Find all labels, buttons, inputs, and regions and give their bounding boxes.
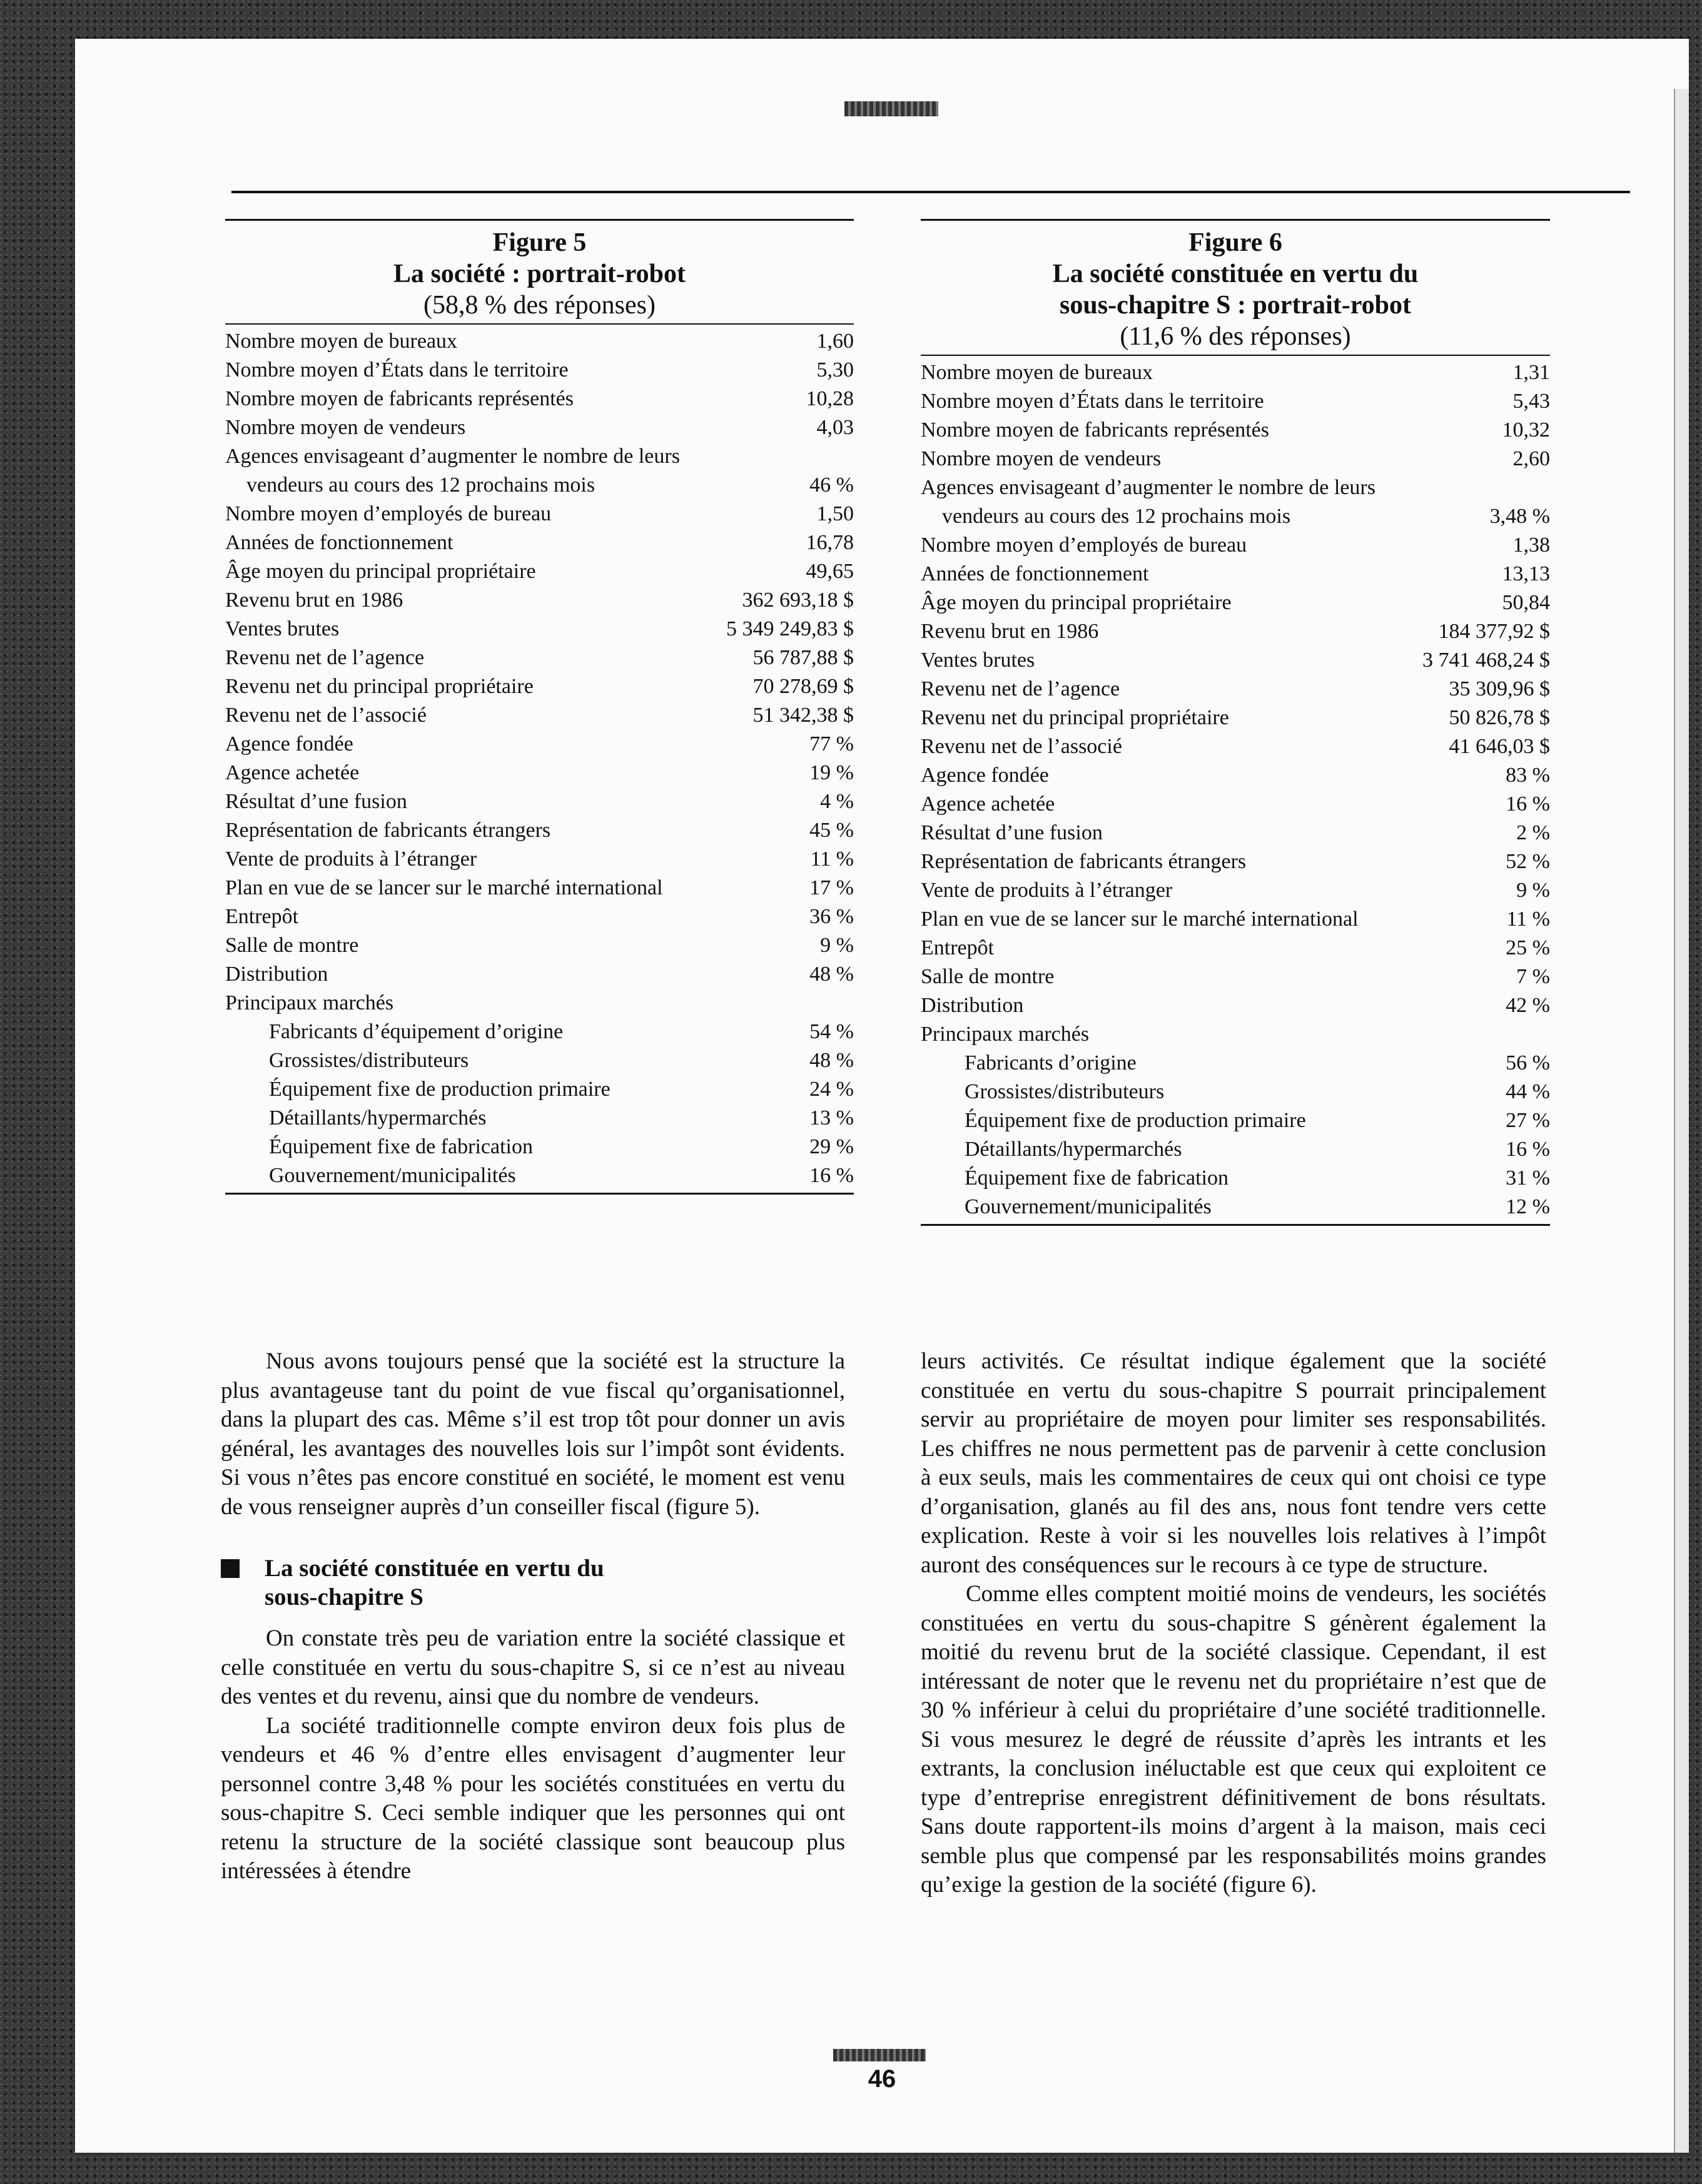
figure-6-note: (11,6 % des réponses) bbox=[1120, 322, 1351, 351]
row-label: Nombre moyen de fabricants représentés bbox=[225, 387, 574, 410]
row-value: 56 787,88 $ bbox=[752, 646, 854, 669]
figure-5-header-rule bbox=[225, 323, 854, 325]
row-label: Fabricants d’origine bbox=[965, 1051, 1137, 1074]
row-value: 45 % bbox=[809, 819, 854, 842]
row-label: Équipement fixe de fabrication bbox=[965, 1166, 1228, 1190]
figure-6-title: Figure 6 bbox=[1188, 228, 1282, 257]
row-value bbox=[716, 442, 854, 471]
table-row bbox=[921, 416, 1550, 445]
table-row bbox=[225, 816, 854, 845]
row-value bbox=[716, 989, 854, 1018]
row-value: 56 % bbox=[1506, 1051, 1550, 1074]
table-row bbox=[921, 704, 1550, 732]
figure-5 bbox=[225, 219, 854, 1195]
figure-5-note: (58,8 % des réponses) bbox=[423, 291, 656, 320]
table-row bbox=[921, 617, 1550, 646]
figure-6-header bbox=[921, 227, 1550, 352]
table-row bbox=[225, 730, 854, 759]
table-row bbox=[225, 1075, 854, 1104]
row-value: 9 % bbox=[1516, 879, 1550, 902]
table-row bbox=[921, 445, 1550, 473]
row-value: 44 % bbox=[1506, 1080, 1550, 1103]
table-row bbox=[921, 761, 1550, 790]
row-label: Revenu brut en 1986 bbox=[921, 620, 1099, 643]
row-label: Distribution bbox=[921, 994, 1024, 1017]
table-row bbox=[921, 790, 1550, 819]
row-label: Revenu net de l’associé bbox=[921, 735, 1122, 758]
row-value: 5,30 bbox=[816, 358, 854, 382]
row-label: Nombre moyen d’employés de bureau bbox=[225, 502, 552, 525]
table-row bbox=[921, 531, 1550, 560]
row-value: 41 646,03 $ bbox=[1449, 735, 1550, 758]
row-value: 77 % bbox=[809, 732, 854, 756]
row-label: Nombre moyen d’employés de bureau bbox=[921, 533, 1247, 557]
table-row bbox=[225, 931, 854, 960]
row-label: Agences envisageant d’augmenter le nombre de leurs bbox=[921, 476, 1375, 499]
row-label: Revenu net de l’agence bbox=[921, 677, 1120, 700]
row-label: Revenu net de l’associé bbox=[225, 704, 427, 727]
figure-5-top-rule bbox=[225, 219, 854, 221]
table-row bbox=[225, 442, 854, 471]
figure-6 bbox=[921, 219, 1550, 1226]
footer-ornament bbox=[833, 2049, 926, 2061]
table-row bbox=[921, 646, 1550, 675]
row-value: 17 % bbox=[809, 876, 854, 899]
table-row bbox=[225, 1161, 854, 1190]
row-value: 10,32 bbox=[1502, 418, 1550, 442]
row-value: 10,28 bbox=[806, 387, 854, 410]
row-label: Années de fonctionnement bbox=[921, 562, 1149, 585]
document-page bbox=[75, 39, 1689, 2153]
row-value: 27 % bbox=[1506, 1109, 1550, 1132]
row-value: 25 % bbox=[1506, 936, 1550, 959]
figure-5-title: Figure 5 bbox=[492, 228, 587, 257]
table-row bbox=[921, 819, 1550, 847]
row-label: Détaillants/hypermarchés bbox=[965, 1138, 1182, 1161]
row-value: 13 % bbox=[809, 1106, 854, 1130]
row-label: Années de fonctionnement bbox=[225, 531, 453, 554]
table-row bbox=[225, 759, 854, 787]
row-value: 9 % bbox=[820, 934, 854, 957]
row-label: vendeurs au cours des 12 prochains mois bbox=[942, 505, 1291, 528]
row-value: 1,50 bbox=[816, 502, 854, 525]
figure-6-subtitle-line1: La société constituée en vertu du bbox=[1052, 260, 1419, 288]
row-value: 46 % bbox=[809, 473, 854, 497]
table-row bbox=[921, 847, 1550, 876]
row-label: Distribution bbox=[225, 963, 328, 986]
table-row bbox=[921, 675, 1550, 704]
table-row bbox=[921, 963, 1550, 991]
row-value bbox=[1412, 1020, 1550, 1049]
row-label: Nombre moyen de bureaux bbox=[921, 361, 1153, 384]
row-label: Résultat d’une fusion bbox=[921, 821, 1103, 844]
table-row bbox=[225, 356, 854, 385]
row-label: Nombre moyen d’États dans le territoire bbox=[225, 358, 569, 382]
row-label: Revenu net du principal propriétaire bbox=[225, 675, 534, 698]
row-label: Gouvernement/municipalités bbox=[269, 1164, 516, 1187]
row-label: Salle de montre bbox=[921, 965, 1055, 988]
table-row bbox=[921, 1106, 1550, 1135]
figure-5-bottom-rule bbox=[225, 1193, 854, 1195]
row-label: Agences envisageant d’augmenter le nombre de leurs bbox=[225, 445, 680, 468]
row-label: Représentation de fabricants étrangers bbox=[921, 850, 1247, 873]
row-label: Gouvernement/municipalités bbox=[965, 1195, 1212, 1218]
row-label: Nombre moyen d’États dans le territoire bbox=[921, 390, 1264, 413]
row-value: 29 % bbox=[809, 1135, 854, 1158]
row-value: 11 % bbox=[810, 847, 854, 871]
row-label: Nombre moyen de vendeurs bbox=[225, 416, 466, 439]
table-row bbox=[225, 471, 854, 500]
table-row bbox=[225, 528, 854, 557]
row-label: Âge moyen du principal propriétaire bbox=[225, 560, 536, 583]
table-row bbox=[921, 387, 1550, 416]
row-label: Revenu net de l’agence bbox=[225, 646, 425, 669]
bullet-square-icon bbox=[221, 1559, 240, 1578]
table-row bbox=[225, 902, 854, 931]
row-value: 4 % bbox=[820, 790, 854, 813]
row-value: 362 693,18 $ bbox=[742, 589, 854, 612]
table-row bbox=[921, 1020, 1550, 1049]
row-label: Entrepôt bbox=[921, 936, 995, 959]
section-heading bbox=[221, 1554, 845, 1612]
row-value: 48 % bbox=[809, 963, 854, 986]
row-value: 16 % bbox=[809, 1164, 854, 1187]
table-row bbox=[225, 960, 854, 989]
figure-6-top-rule bbox=[921, 219, 1550, 221]
row-value: 13,13 bbox=[1502, 562, 1550, 585]
row-value: 49,65 bbox=[806, 560, 854, 583]
page-edge-strip bbox=[1674, 89, 1689, 2153]
row-label: Agence achetée bbox=[225, 761, 360, 784]
row-label: Plan en vue de se lancer sur le marché international bbox=[225, 876, 663, 899]
row-value: 16,78 bbox=[806, 531, 854, 554]
row-label: Nombre moyen de bureaux bbox=[225, 330, 458, 353]
row-value: 11 % bbox=[1506, 907, 1550, 931]
row-value: 83 % bbox=[1506, 764, 1550, 787]
row-label: Détaillants/hypermarchés bbox=[269, 1106, 487, 1130]
table-row bbox=[921, 876, 1550, 905]
row-value: 16 % bbox=[1506, 792, 1550, 816]
table-row bbox=[921, 1164, 1550, 1193]
table-row bbox=[225, 1104, 854, 1133]
table-row bbox=[921, 1078, 1550, 1106]
figure-6-bottom-rule bbox=[921, 1224, 1550, 1226]
row-value: 50,84 bbox=[1502, 591, 1550, 614]
table-row bbox=[225, 845, 854, 874]
table-row bbox=[225, 701, 854, 730]
row-value: 1,60 bbox=[816, 330, 854, 353]
row-value: 24 % bbox=[809, 1078, 854, 1101]
row-value: 5,43 bbox=[1512, 390, 1550, 413]
row-value: 48 % bbox=[809, 1049, 854, 1072]
row-label: Agence achetée bbox=[921, 792, 1055, 816]
row-label: Principaux marchés bbox=[225, 991, 394, 1014]
table-row bbox=[225, 557, 854, 586]
left-column bbox=[221, 1347, 845, 1886]
row-label: Nombre moyen de vendeurs bbox=[921, 447, 1162, 470]
table-row bbox=[225, 874, 854, 902]
table-row bbox=[225, 413, 854, 442]
table-row bbox=[921, 589, 1550, 617]
table-row bbox=[225, 1133, 854, 1161]
row-value: 36 % bbox=[809, 905, 854, 928]
figure-6-subtitle-line2: sous-chapitre S : portrait-robot bbox=[1060, 291, 1411, 320]
row-label: Plan en vue de se lancer sur le marché international bbox=[921, 907, 1359, 931]
table-row bbox=[921, 560, 1550, 589]
table-row bbox=[921, 473, 1550, 502]
left-paragraph-2: On constate très peu de variation entre la société classique et celle constituée en vertu du sous-chapitre S, si ce n’est au niveau des ventes et du revenu, ainsi que du nombre de vendeurs. bbox=[221, 1625, 845, 1709]
row-value: 31 % bbox=[1506, 1166, 1550, 1190]
right-column bbox=[921, 1347, 1546, 1900]
row-label: Salle de montre bbox=[225, 934, 359, 957]
row-value: 51 342,38 $ bbox=[752, 704, 854, 727]
row-value: 54 % bbox=[809, 1020, 854, 1043]
row-label: Grossistes/distributeurs bbox=[965, 1080, 1165, 1103]
table-row bbox=[921, 934, 1550, 963]
table-row bbox=[225, 644, 854, 672]
row-label: Résultat d’une fusion bbox=[225, 790, 407, 813]
row-label: Équipement fixe de production primaire bbox=[965, 1109, 1306, 1132]
row-label: Ventes brutes bbox=[921, 649, 1035, 672]
right-paragraph-2: Comme elles comptent moitié moins de vendeurs, les sociétés constituées en vertu du sous-chapitre S génèrent également la moitié du revenu brut de la société classique. Cependant, il est intéressant de noter que le revenu net du propriétaire n’est que de 30 % inférieur à celui du propriétaire d’une société traditionnelle. Si vous mesurez le degré de réussite d’après les intrants et les extrants, la conclusion inéluctable est que ceux qui exploitent ce type d’entreprise enregistrent définitivement de bons résultats. Sans doute rapportent-ils moins d’argent à la maison, mais ceci semble plus que compensé par les responsabilités moins grandes qu’exige la gestion de la société (figure 6). bbox=[921, 1581, 1546, 1898]
row-value: 2,60 bbox=[1512, 447, 1550, 470]
header-ornament bbox=[844, 101, 938, 116]
figure-5-table bbox=[225, 327, 854, 1190]
top-rule bbox=[231, 191, 1630, 193]
row-label: Agence fondée bbox=[225, 732, 353, 756]
row-value: 70 278,69 $ bbox=[752, 675, 854, 698]
row-value: 50 826,78 $ bbox=[1449, 706, 1550, 729]
row-value: 42 % bbox=[1506, 994, 1550, 1017]
row-label: Équipement fixe de fabrication bbox=[269, 1135, 533, 1158]
row-label: Revenu brut en 1986 bbox=[225, 589, 403, 612]
table-row bbox=[225, 989, 854, 1018]
row-label: Âge moyen du principal propriétaire bbox=[921, 591, 1232, 614]
section-heading-line1: La société constituée en vertu du bbox=[265, 1555, 604, 1582]
table-row bbox=[225, 385, 854, 413]
table-row bbox=[921, 991, 1550, 1020]
row-label: Équipement fixe de production primaire bbox=[269, 1078, 610, 1101]
right-paragraph-1: leurs activités. Ce résultat indique également que la société constituée en vertu du sous-chapitre S pourrait principalement servir au propriétaire de moyen pour limiter ses responsabilités. Les chiffres ne nous permettent pas de parvenir à cette conclusion à eux seuls, mais les commentaires de ceux qui ont choisi ce type d’organisation, glanés au fil des ans, nous font tendre vers cette explication. Reste à voir si les nouvelles lois relatives à l’impôt auront des conséquences sur le recours à ce type de structure. bbox=[921, 1348, 1546, 1578]
row-label: Vente de produits à l’étranger bbox=[921, 879, 1173, 902]
row-label: vendeurs au cours des 12 prochains mois bbox=[246, 473, 595, 497]
table-row bbox=[225, 327, 854, 356]
figure-6-table bbox=[921, 358, 1550, 1221]
table-row bbox=[225, 1018, 854, 1046]
row-label: Grossistes/distributeurs bbox=[269, 1049, 469, 1072]
table-row bbox=[921, 358, 1550, 387]
row-value: 52 % bbox=[1506, 850, 1550, 873]
row-value: 184 377,92 $ bbox=[1438, 620, 1550, 643]
left-paragraph-1: Nous avons toujours pensé que la société est la structure la plus avantageuse tant du point de vue fiscal qu’organisationnel, dans la plupart des cas. Même s’il est trop tôt pour donner un avis général, les avantages des nouvelles lois sur l’impôt sont évidents. Si vous n’êtes pas encore constitué en société, le moment est venu de vous renseigner auprès d’un conseiller fiscal (figure 5). bbox=[221, 1348, 845, 1520]
figure-6-header-rule bbox=[921, 355, 1550, 356]
table-row bbox=[225, 586, 854, 615]
section-heading-line2: sous-chapitre S bbox=[265, 1584, 423, 1610]
figure-5-header bbox=[225, 227, 854, 321]
row-value: 1,31 bbox=[1512, 361, 1550, 384]
row-value: 19 % bbox=[809, 761, 854, 784]
row-label: Représentation de fabricants étrangers bbox=[225, 819, 551, 842]
page-number: 46 bbox=[868, 2065, 896, 2093]
row-label: Nombre moyen de fabricants représentés bbox=[921, 418, 1269, 442]
table-row bbox=[225, 787, 854, 816]
left-paragraph-3: La société traditionnelle compte environ deux fois plus de vendeurs et 46 % d’entre elles envisagent d’augmenter leur personnel contre 3,48 % pour les sociétés constituées en vertu du sous-chapitre S. Ceci semble indiquer que les personnes qui ont retenu la structure de la société classique sont beaucoup plus intéressées à étendre bbox=[221, 1712, 845, 1884]
row-label: Revenu net du principal propriétaire bbox=[921, 706, 1229, 729]
row-label: Ventes brutes bbox=[225, 617, 340, 640]
row-value: 2 % bbox=[1516, 821, 1550, 844]
row-value: 12 % bbox=[1506, 1195, 1550, 1218]
row-value: 35 309,96 $ bbox=[1449, 677, 1550, 700]
table-row bbox=[921, 1049, 1550, 1078]
row-value: 3 741 468,24 $ bbox=[1422, 649, 1550, 672]
row-value: 5 349 249,83 $ bbox=[726, 617, 854, 640]
table-row bbox=[921, 732, 1550, 761]
row-label: Principaux marchés bbox=[921, 1023, 1090, 1046]
row-value: 3,48 % bbox=[1489, 505, 1550, 528]
row-value: 7 % bbox=[1516, 965, 1550, 988]
row-value: 16 % bbox=[1506, 1138, 1550, 1161]
row-value: 4,03 bbox=[816, 416, 854, 439]
row-label: Fabricants d’équipement d’origine bbox=[269, 1020, 564, 1043]
table-row bbox=[225, 1046, 854, 1075]
row-value bbox=[1412, 473, 1550, 502]
row-label: Entrepôt bbox=[225, 905, 299, 928]
table-row bbox=[921, 502, 1550, 531]
row-label: Vente de produits à l’étranger bbox=[225, 847, 477, 871]
table-row bbox=[921, 1193, 1550, 1221]
figure-5-subtitle: La société : portrait-robot bbox=[393, 260, 686, 288]
table-row bbox=[921, 1135, 1550, 1164]
row-value: 1,38 bbox=[1512, 533, 1550, 557]
table-row bbox=[225, 500, 854, 528]
row-label: Agence fondée bbox=[921, 764, 1049, 787]
table-row bbox=[921, 905, 1550, 934]
table-row bbox=[225, 672, 854, 701]
table-row bbox=[225, 615, 854, 644]
